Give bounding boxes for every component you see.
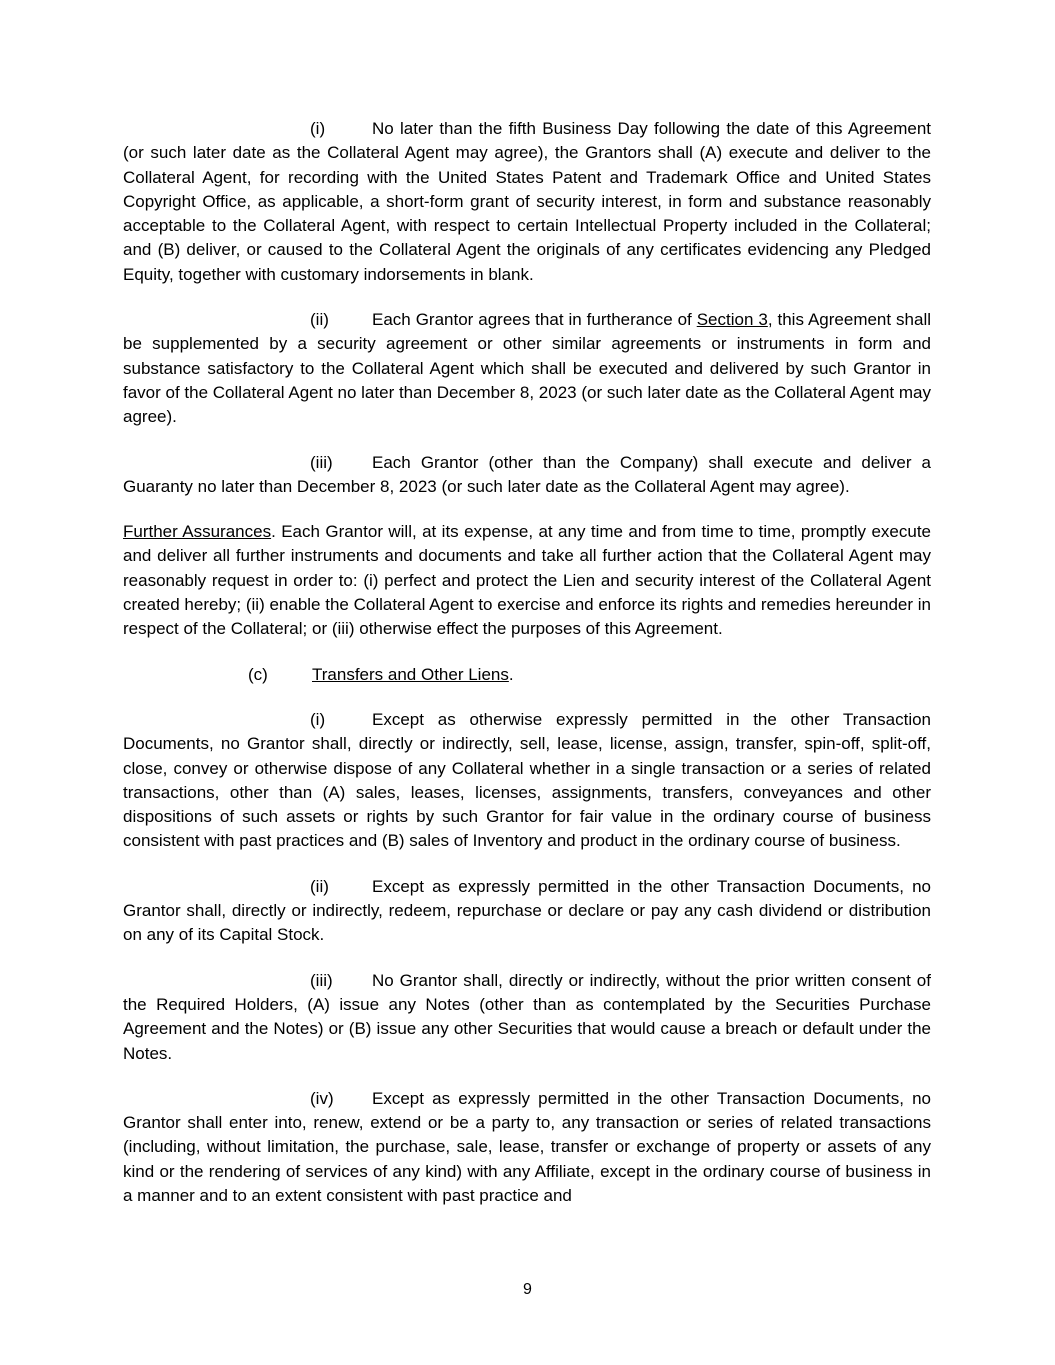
paragraph (123, 520, 931, 641)
paragraph-label: (iii) (310, 970, 333, 990)
underlined-text: Transfers and Other Liens (312, 664, 509, 684)
paragraph-label: (iii) (310, 452, 333, 472)
text-segment: , this Agreement shall be supplemented by a security agreement or other similar agreements or instruments in form and substance satisfactory to the Collateral Agent which shall be executed and delivered by such Grantor in favor of the Collateral Agent no later than December 8, 2023 (or such later date as the Collateral Agent may agree). (123, 310, 932, 427)
text-segment: . (508, 664, 514, 684)
paragraph (123, 969, 931, 1066)
paragraph (123, 451, 931, 500)
text-segment: . Each Grantor will, at its expense, at any time and from time to time, promptly execute and deliver all further instruments and documents and take all further action that the Collateral Agent may reasonably request in order to: (i) perfect and protect the Lien and security interest of the Collateral Agent created hereby; (ii) enable the Collateral Agent to exercise and enforce its rights and remedies hereunder in respect of the Collateral; or (iii) otherwise effect the purposes of this Agreement. (123, 522, 931, 639)
text-segment: Except as otherwise expressly permitted in the other Transaction Documents, no Grantor shall, directly or indirectly, sell, lease, license, assign, transfer, spin-off, split-off, close, convey or otherwise dispose of any Collateral whether in a single transaction or a series of related transactions, other than (A) sales, leases, licenses, assignments, transfers, conveyances and other dispositions of such assets or rights by such Grantor for fair value in the ordinary course of business consistent with past practices and (B) sales of Inventory and product in the ordinary course of business. (123, 709, 931, 851)
paragraph (123, 117, 931, 287)
text-segment: No later than the fifth Business Day following the date of this Agreement (or such later date as the Collateral Agent may agree), the Grantors shall (A) execute and deliver to the Collateral Agent, for recording with the United States Patent and Trademark Office and United States Copyright Office, as applicable, a short-form grant of security interest, in form and substance reasonably acceptable to the Collateral Agent, with respect to certain Intellectual Property included in the Collateral; and (B) deliver, or caused to the Collateral Agent the originals of any certificates evidencing any Pledged Equity, together with customary indorsements in blank. (123, 119, 931, 284)
text-segment: Each Grantor agrees that in furtherance of (372, 310, 697, 330)
paragraph (123, 308, 931, 429)
text-segment: No Grantor shall, directly or indirectly, without the prior written consent of the Required Holders, (A) issue any Notes (other than as contemplated by the Securities Purchase Agreement and the Notes) or (B) issue any other Securities that would cause a breach or default under the Notes. (123, 970, 931, 1063)
paragraph (123, 708, 931, 854)
paragraph (123, 875, 931, 948)
paragraph-label: (i) (310, 709, 326, 729)
paragraph (123, 663, 931, 687)
text-segment: Except as expressly permitted in the other Transaction Documents, no Grantor shall, directly or indirectly, redeem, repurchase or declare or pay any cash dividend or distribution on any of its Capital Stock. (123, 876, 931, 945)
underlined-text: Section 3 (696, 310, 768, 330)
paragraph-label: (iv) (310, 1088, 334, 1108)
paragraph-label: (ii) (310, 310, 329, 330)
paragraph-label: (i) (310, 119, 326, 138)
paragraph-label: (ii) (310, 876, 329, 896)
page-number: 9 (523, 1281, 532, 1298)
document-body (123, 117, 931, 1208)
paragraph-label: (c) (248, 664, 268, 684)
underlined-text: Further Assurances (123, 522, 272, 542)
paragraph (123, 1087, 931, 1208)
text-segment: Except as expressly permitted in the other Transaction Documents, no Grantor shall enter into, renew, extend or be a party to, any transaction or series of related transactions (including, without limitation, the purchase, sale, lease, transfer or exchange of property or assets of any kind or the rendering of services of any kind) with any Affiliate, except in the ordinary course of business in a manner and to an extent consistent with past practice and (123, 1088, 931, 1205)
text-segment: Each Grantor (other than the Company) shall execute and deliver a Guaranty no later than December 8, 2023 (or such later date as the Collateral Agent may agree). (123, 452, 931, 496)
